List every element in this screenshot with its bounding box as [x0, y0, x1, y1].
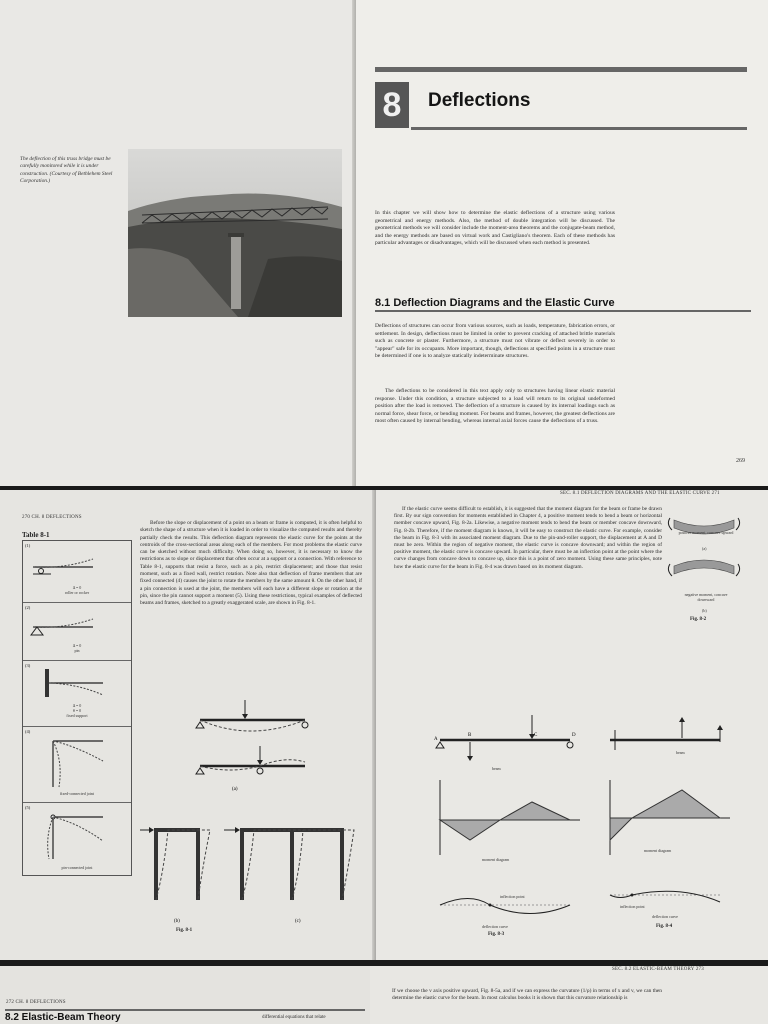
- beam-label-8-3: beam: [492, 766, 501, 771]
- moment-diagram-8-3: [440, 780, 580, 855]
- beam-fig-8-4: [610, 717, 723, 750]
- inflection-point-label-8-3: inflection point: [500, 894, 525, 899]
- pin-support-sketch: [23, 607, 131, 647]
- page-number-269: 269: [736, 458, 745, 464]
- pin-joint-sketch: [23, 807, 131, 863]
- support-table: [22, 540, 132, 876]
- label-b: (b): [174, 919, 180, 924]
- beam-fig-8-3: [434, 715, 576, 761]
- section-paragraph-1: Deflections of structures can occur from various sources, such as loads, temperature, fabrication errors, or settlement. In design, deflections must be limited in order to prevent cracking of attached brittle materials such as concrete or plaster. Furthermore, a structure must not vibrate or deflect severely in order to "appear" safe for its occupants. More important, though, deflections at specified points in a structure must be determined if one is to analyze statically indeterminate structures.: [375, 323, 615, 360]
- negative-moment-label: negative moment, concave downward: [684, 592, 728, 602]
- table-title: Table 8-1: [22, 531, 50, 539]
- frame-sketch-b: [140, 827, 210, 924]
- svg-text:C: C: [534, 733, 538, 738]
- figure-8-1: [140, 690, 370, 940]
- figures-8-3-8-4: [420, 690, 760, 920]
- svg-text:A: A: [434, 737, 438, 742]
- label-c: (c): [295, 919, 301, 924]
- running-header-273: SEC. 8.2 ELASTIC-BEAM THEORY 273: [612, 967, 704, 972]
- bridge-photo: [128, 149, 342, 317]
- deflection-curve-label-8-3: deflection curve: [482, 924, 508, 929]
- chapter-rule-bottom: [411, 127, 747, 130]
- moment-diagram-label-8-3: moment diagram: [482, 857, 510, 862]
- deflection-curve-8-4: [610, 891, 720, 902]
- chapter-intro: In this chapter we will show how to determine the elastic deflections of a structure using various geometrical and energy methods. Also, the method of double integration will be discussed. The geometrical methods we will consider include the moment-area theorems and the conjugate-beam method, and the energy methods are based on virtual work and Castigliano's theorem. Each of these methods has particular advantages or disadvantages, which will be discussed when each method is presented.: [375, 210, 615, 247]
- label-a: (a): [232, 787, 238, 792]
- positive-moment-label: positive moment, concave upward: [678, 530, 734, 535]
- fig-8-1-caption: Fig. 8-1: [176, 928, 193, 933]
- beam-sketch-a: [196, 700, 308, 792]
- running-header-271: SEC. 8.1 DEFLECTION DIAGRAMS AND THE ELASTIC CURVE 271: [560, 491, 720, 496]
- deflection-curve-8-3: [440, 899, 570, 914]
- fig-8-4-caption: Fig. 8-4: [656, 924, 673, 929]
- beam-label-8-4: beam: [676, 750, 685, 755]
- roller-support-sketch: [23, 545, 131, 585]
- moment-diagram-label-8-4: moment diagram: [644, 848, 672, 853]
- section-rule: [375, 310, 751, 312]
- running-header-272: 272 CH. 8 DEFLECTIONS: [6, 1000, 66, 1005]
- running-header-270: 270 CH. 8 DEFLECTIONS: [22, 515, 82, 520]
- section-paragraph-2: The deflections to be considered in this text apply only to structures having linear elastic material response. Under this condition, a structure subjected to a load will return to its original undeformed position after the load is removed. The deflection of a structure is caused by its internal loadings such as normal force, shear force, or bending moment. For beams and frames, however, the greatest deflections are most often caused by internal bending, whereas internal axial forces cause the deflections of a truss.: [375, 388, 615, 425]
- table-row: (2) Δ = 0 pin: [23, 603, 131, 661]
- page-270-body: Before the slope or displacement of a point on a beam or frame is computed, it is often helpful to sketch the shape of a structure when it is loaded in order to visualize the computed results and thereby partially check the results. This deflection diagram represents the elastic curve for the points at the centroids of the cross-sectional areas along each of the members. For most problems the elastic curve can be sketched without much difficulty. When doing so, however, it is necessary to know the restrictions as to slope or displacement that often occur at a support or a connection. With reference to Table 8-1, supports that resist a force, such as a pin, restrict displacement; and those that resist moment, such as a fixed wall, restrict rotation. Note also that deflection of frame members that are fixed connected (4) causes the joint to rotate the members by the same amount θ. On the other hand, if a pin connection is used at the joint, the members will each have a different slope or rotation at the pin, since the pin cannot support a moment (5). Using these restrictions, typical examples of deflected beams and frames, sketched to a greatly exaggerated scale, are shown in Fig. 8-1.: [140, 520, 362, 607]
- table-row: (3) Δ = 0 θ = 0 fixed support: [23, 661, 131, 727]
- frame-sketch-c: [224, 827, 354, 924]
- deflection-curve-label-8-4: deflection curve: [652, 914, 678, 919]
- table-row: (1) Δ = 0 roller or rocker: [23, 541, 131, 603]
- fig-8-3-caption: Fig. 8-3: [488, 932, 505, 937]
- fixed-joint-sketch: [23, 731, 131, 791]
- svg-text:B: B: [468, 733, 472, 738]
- photo-caption: The deflection of this truss bridge must be carefully monitored while it is under construction. (Courtesy of Bethlehem Steel Corporation.): [20, 156, 113, 185]
- svg-text:D: D: [572, 733, 576, 738]
- table-row: (4) fixed-connected joint: [23, 727, 131, 803]
- chapter-rule-top: [375, 67, 747, 72]
- fixed-support-sketch: [23, 665, 131, 705]
- chapter-title: Deflections: [428, 90, 531, 111]
- label-a-8-2: (a): [702, 546, 707, 551]
- moment-diagram-8-4: [610, 780, 730, 855]
- page-272-snippet: differential equations that relate: [262, 1015, 326, 1020]
- section-title-8-2: 8.2 Elastic-Beam Theory: [5, 1012, 121, 1023]
- fig-8-2-caption: Fig. 8-2: [690, 617, 707, 622]
- inflection-point-label-8-4: inflection point: [620, 904, 645, 909]
- page-271-body: If the elastic curve seems difficult to establish, it is suggested that the moment diagram for the beam or frame be drawn first. By our sign convention for moments established in Chapter 4, a positive moment tends to bend a beam or horizontal member concave upward, Fig. 8-2a. Likewise, a negative moment tends to bend the beam or member concave downward, Fig. 8-2b. Therefore, if the moment diagram is known, it will be easy to construct the elastic curve. For example, consider the beam in Fig. 8-3 with its associated moment diagram. Due to the pin-and-roller support, the displacement at A and D must be zero. Within the region of negative moment, the elastic curve is concave downward; and within the region of positive moment, the elastic curve is concave upward. In particular, there must be an inflection point at the point where the curve changes from concave down to concave up, since this is a point of zero moment. Using these same principles, note how the elastic curve for the beam in Fig. 8-4 was drawn based on its moment diagram.: [394, 506, 662, 570]
- figure-8-2: [664, 504, 764, 624]
- section-title: 8.1 Deflection Diagrams and the Elastic Curve: [375, 297, 615, 309]
- page-273-body: If we choose the v axis positive upward, Fig. 8-5a, and if we can express the curvature (1/ρ) in terms of x and v, we can then determine the elastic curve for the beam. In most calculus books it is shown that this curvature relationship is: [392, 988, 662, 1002]
- chapter-number: 8: [375, 82, 409, 128]
- table-row: (5) pin-connected joint: [23, 803, 131, 875]
- label-b-8-2: (b): [702, 608, 707, 613]
- section-rule-272: [5, 1009, 365, 1011]
